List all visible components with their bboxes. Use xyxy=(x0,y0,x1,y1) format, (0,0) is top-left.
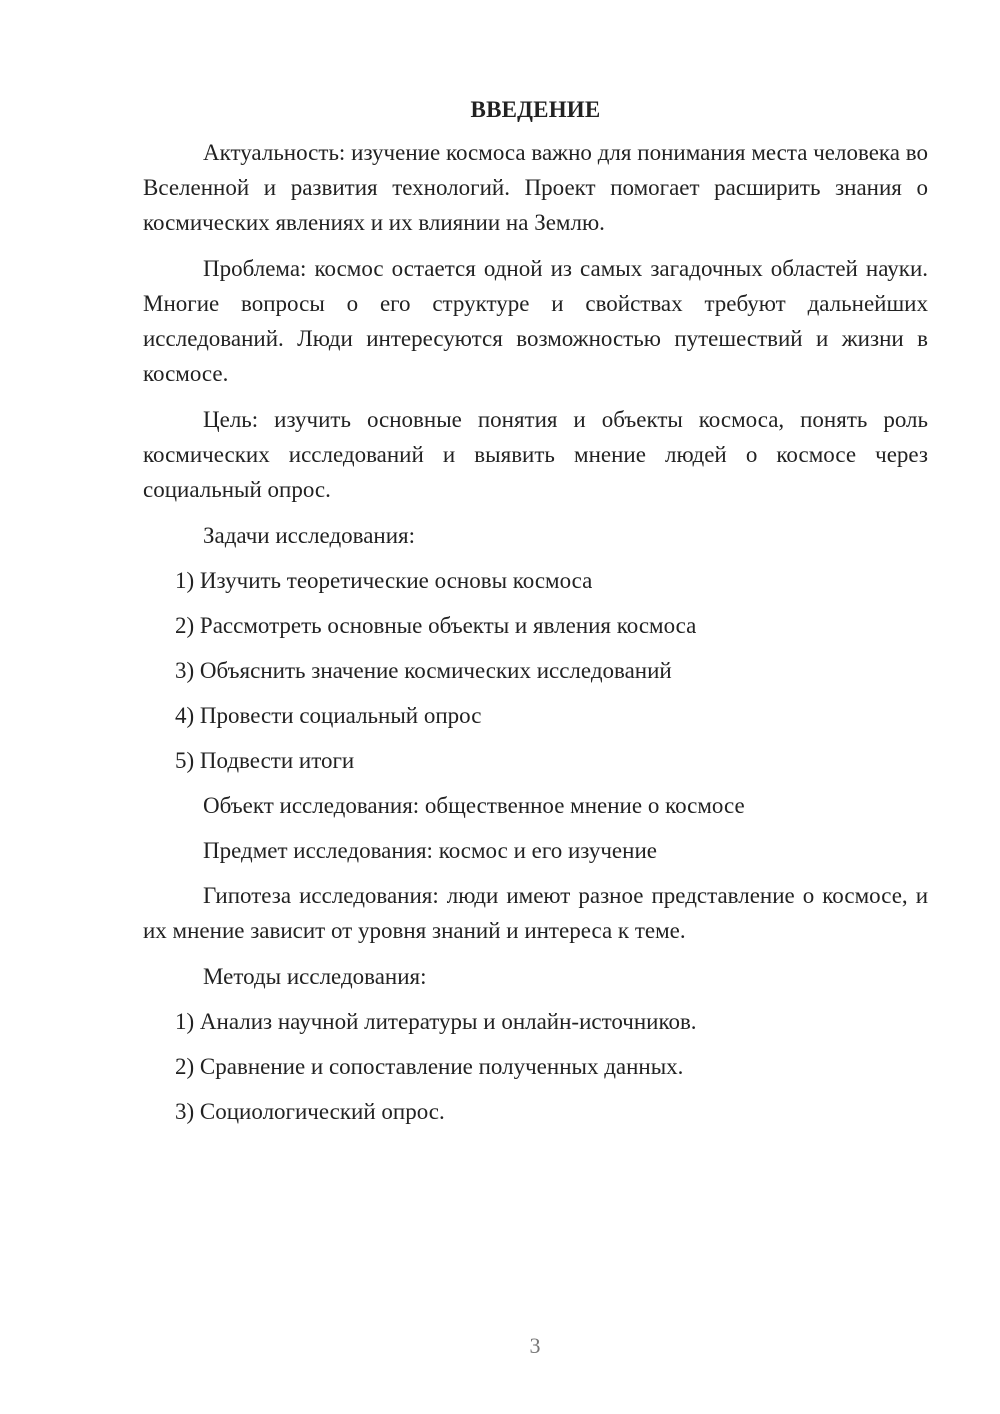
method-item-3: 3) Социологический опрос. xyxy=(175,1099,445,1124)
relevance-paragraph: Актуальность: изучение космоса важно для понимания места человека во Вселенной и развития технологий. Проект помогает расширить знания о космических явлениях и их влиянии на Землю. xyxy=(143,140,928,235)
page-title: ВВЕДЕНИЕ xyxy=(470,97,601,122)
goal-paragraph: Цель: изучить основные понятия и объекты космоса, понять роль космических исследований и выявить мнение людей о космосе через социальный опрос. xyxy=(143,407,928,502)
research-subject: Предмет исследования: космос и его изучение xyxy=(203,838,657,863)
task-item-1: 1) Изучить теоретические основы космоса xyxy=(175,568,593,593)
method-item-2: 2) Сравнение и сопоставление полученных данных. xyxy=(175,1054,684,1079)
methods-heading: Методы исследования: xyxy=(203,964,427,989)
research-object: Объект исследования: общественное мнение о космосе xyxy=(203,793,745,818)
page-number: 3 xyxy=(529,1333,541,1358)
task-item-4: 4) Провести социальный опрос xyxy=(175,703,482,728)
task-item-2: 2) Рассмотреть основные объекты и явления космоса xyxy=(175,613,697,638)
task-item-5: 5) Подвести итоги xyxy=(175,748,355,773)
task-item-3: 3) Объяснить значение космических исследований xyxy=(175,658,672,683)
method-item-1: 1) Анализ научной литературы и онлайн-источников. xyxy=(175,1009,697,1034)
hypothesis-paragraph: Гипотеза исследования: люди имеют разное представление о космосе, и их мнение зависит от уровня знаний и интереса к теме. xyxy=(143,883,928,943)
tasks-heading: Задачи исследования: xyxy=(203,523,416,548)
document-page xyxy=(143,92,928,1139)
problem-paragraph: Проблема: космос остается одной из самых загадочных областей науки. Многие вопросы о его структуре и свойствах требуют дальнейших исследований. Люди интересуются возможностью путешествий и жизни в космосе. xyxy=(143,256,928,386)
